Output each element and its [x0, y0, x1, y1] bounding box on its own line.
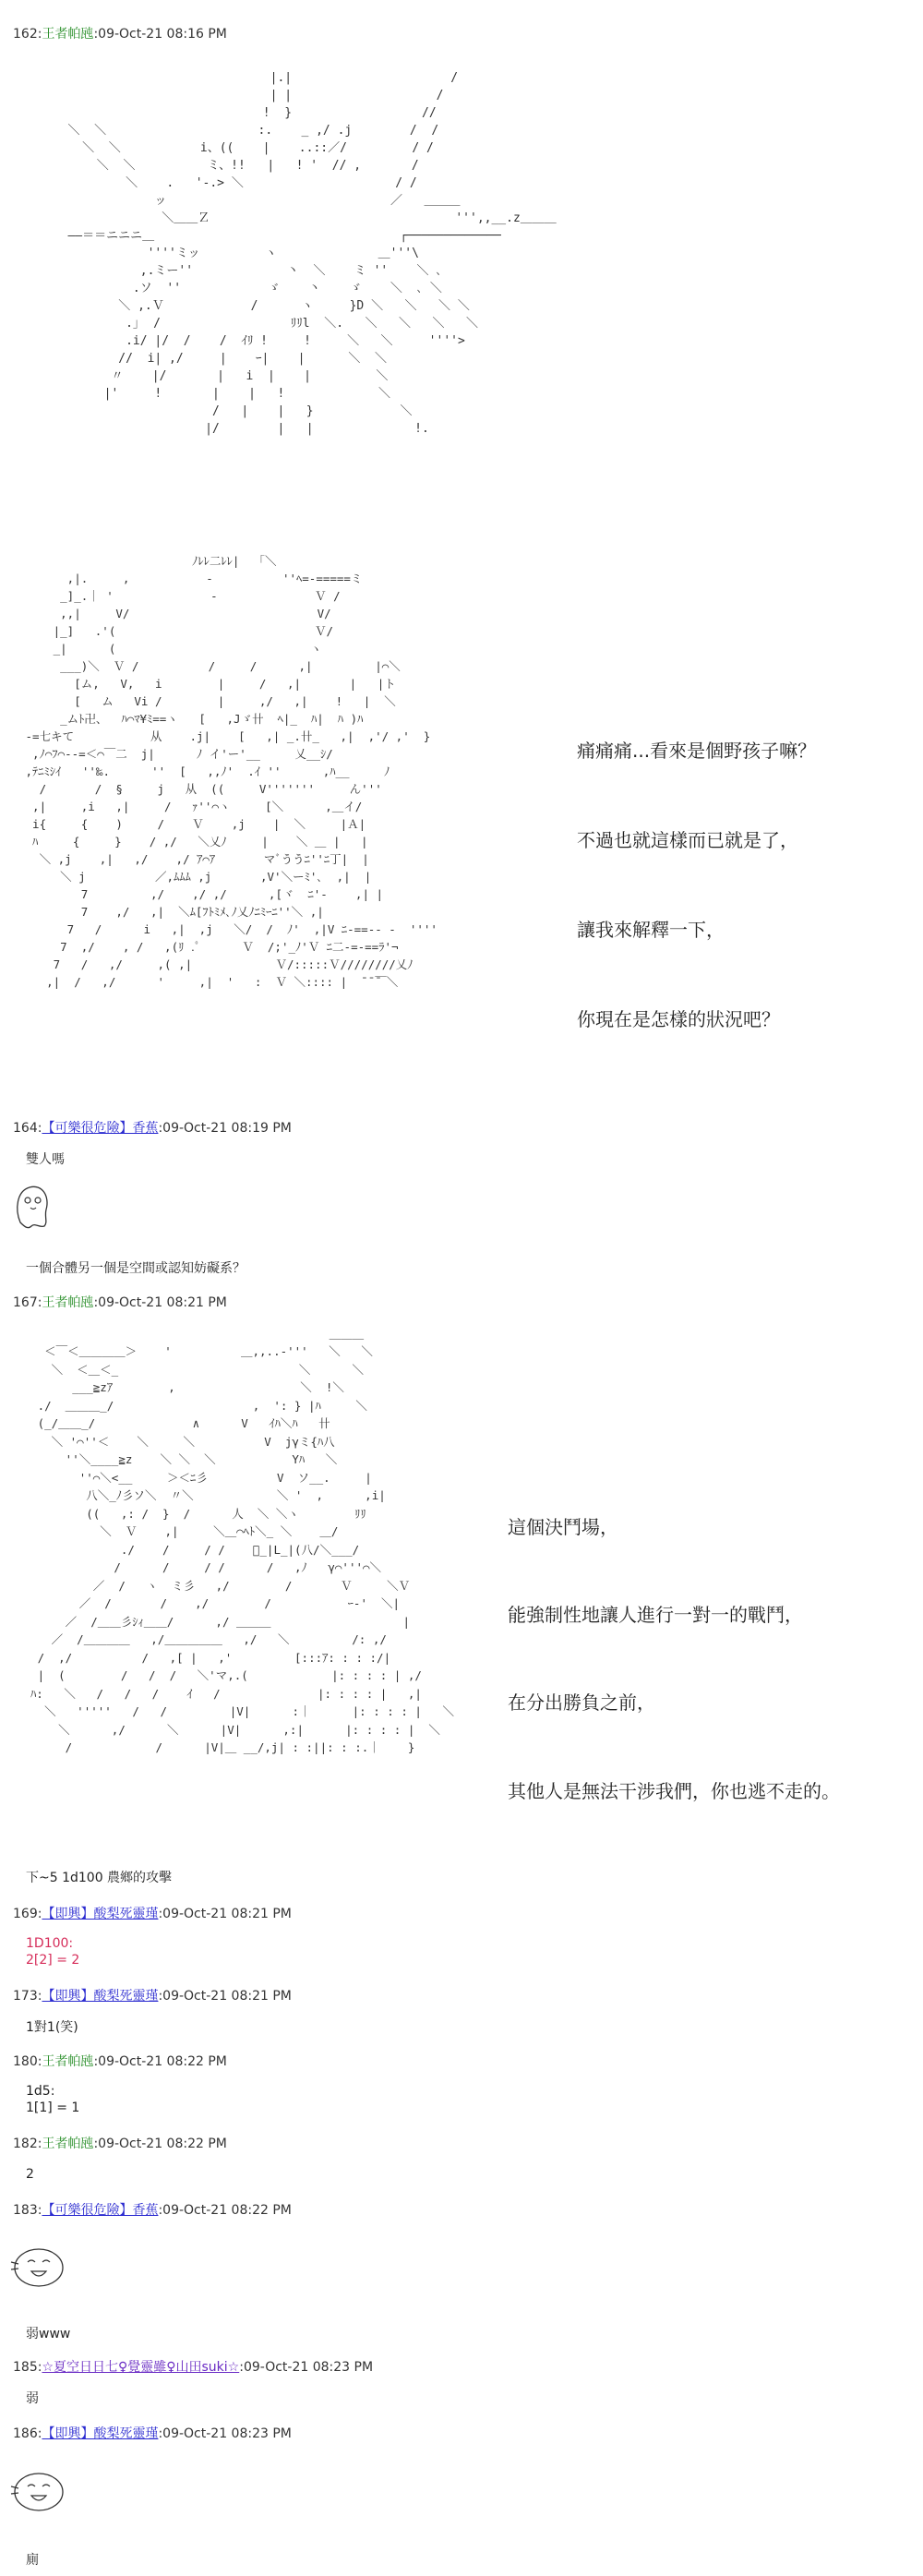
post-header-173: 173:【即興】酸梨死靈瑾:09-Oct-21 08:21 PM	[13, 1989, 292, 2004]
poster-name[interactable]: 王者帕瓲	[42, 27, 94, 42]
dice-result: 1[1] = 1	[26, 2101, 80, 2115]
laughing-face-icon	[7, 2470, 66, 2514]
dialog-line: 讓我來解釋一下，	[577, 919, 725, 941]
poster-name[interactable]: 【即興】酸梨死靈瑾	[42, 1907, 159, 1921]
dialog-line: 其他人是無法干涉我們，你也逃不走的。	[508, 1780, 840, 1802]
dialog-line: 你現在是怎樣的狀況吧？	[577, 1008, 780, 1030]
poster-name[interactable]: ☆夏空日日七♀覺靈雖♀山田suki☆	[42, 2360, 240, 2375]
post-header-186: 186:【即興】酸梨死靈瑾:09-Oct-21 08:23 PM	[13, 2426, 292, 2441]
post-text: 一個合體另一個是空間或認知妨礙系？	[26, 1261, 246, 1276]
post-header-162: 162:王者帕瓲:09-Oct-21 08:16 PM	[13, 27, 227, 42]
poster-name[interactable]: 【可樂很危險】香蕉	[42, 2203, 159, 2218]
poster-name[interactable]: 王者帕瓲	[42, 2054, 94, 2069]
poster-name[interactable]: 王者帕瓲	[42, 2137, 94, 2151]
post-header-183: 183:【可樂很危險】香蕉:09-Oct-21 08:22 PM	[13, 2203, 292, 2218]
dialog-line: 能強制性地讓人進行一對一的戰鬥，	[508, 1604, 803, 1626]
post-text: 2	[26, 2167, 34, 2182]
post-text: 雙人嗎	[26, 1152, 65, 1167]
post-header-169: 169:【即興】酸梨死靈瑾:09-Oct-21 08:21 PM	[13, 1907, 292, 1921]
poster-name[interactable]: 【即興】酸梨死靈瑾	[42, 2426, 159, 2441]
ghost-face-icon	[11, 1182, 54, 1230]
post-header-164: 164:【可樂很危險】香蕉:09-Oct-21 08:19 PM	[13, 1121, 292, 1136]
dialog-line: 痛痛痛...看來是個野孩子嘛？	[577, 740, 817, 762]
ascii-art-character-1: ﾉﾚﾚ二ﾚﾚ| 「＼ ,|. , ‐ ''ﾍ=-=====ミ _]_.｜ ' ‐ Ｖ / ,,| V/ V/ |_] .'( Ｖ/ _| ( ヽ ___)＼ Ｖ / / / ,| |⌒＼ [ム, V, i | / ,| | |ト [ ム Vi / | ,/ ,| ! | ＼ _ムﾄ卍、 ﾊ⌒ﾏ¥ﾐ==ヽ [ ,Jゞ卄 ﾍ|_ ﾊ| ﾊ )ﾊ -=七キて 从 .j| [ ,| _.卄_ ,| ,'/ ,' } ,ﾉ⌒ﾌ⌒-‐=＜⌒￣二 j| ﾉ イ'ー'__ 乂__ｼ/ ,ﾃﾆﾐｼｲ ''‰. '' [ ,,ﾉ' .ｲ '' ,ﾊ__ ﾉ / / § j 从 (( V''''''' ん''' ,| ,i ,| / ｧ''⌒ヽ [＼ ,＿イ/ i{ { ) / Ｖ ,j | ＼ |Ａ| ﾊ { } / ,/ ＼乂ﾉ | ＼ ＿ | | ＼ ,j ,| ,/ ,/ ｱ⌒ｱ マﾞううﾆ''ﾆ丁| | ＼ j ／,ﾑﾑﾑ ,j ,V'＼ーﾐ'､ ,| | 7 ,/ ,/ ,/ ,[ヾ ﾆ'‐ ,| | 7 ,/ ,| ＼ﾑ[ﾌﾄﾐﾒ､ﾉ乂ﾉﾆﾐｰﾆ''＼ ,| 7 / i ,| ,j ＼/ / ﾉ' ,|V ﾆ-==-‐ ‐ '''' 7 ,/ , / ,(ﾘ .ﾟ Ｖ /;'_ﾉ'Ｖ ﾆ二‐=‐==ﾗ'¬ 7 / ,/ ,( ,| Ｖ/:::::Ｖ////////乂ﾉ ,| / ,/ ' ,| ' : Ｖ ＼:::: | ̄ ̄ ̄￣＼	[25, 553, 438, 989]
post-header-167: 167:王者帕瓲:09-Oct-21 08:21 PM	[13, 1295, 227, 1310]
dialog-line: 這個決鬥場，	[508, 1516, 618, 1538]
poster-name[interactable]: 王者帕瓲	[42, 1295, 94, 1310]
dice-label: 1d5:	[26, 2084, 55, 2099]
ascii-art-explosion: |.| / | | / ! } // ＼ ＼ :. _ ,/ .j / / ＼ ＼ i、(( | ..::／/ / / ＼ ＼ ミ、!! | ! ' // , / ＼ . '-.> ＼ / / ッ ／ ＿＿＿ ＼＿＿Ｚ ''',,__.z＿＿＿ ――＝＝ニニニ＿ ┌───────────── ''''ミッ ヽ ＿'''\ ,.ミー'' 丶 ＼ ミ '' ＼ ､ .ソ '' ゞ 丶 ゞ ＼ ､ ＼ ＼ ,.Ｖ / ヽ }D ＼ ＼ ＼ ＼ .｣ / ﾘﾘl ＼. ＼ ＼ ＼ ＼ .i/ |/ / / ｲﾘ ! ! ＼ ＼ ''''> // i| ,/ | ｰ| | ＼ ＼ 〃 |/ | i | | ＼ |' ! | | ! ＼ / | | } ＼ |/ | | !.	[67, 71, 557, 436]
post-text: 1對1(笑)	[26, 2020, 78, 2035]
dialog-line: 在分出勝負之前，	[508, 1691, 655, 1714]
post-text: 廁	[26, 2553, 39, 2568]
poster-name[interactable]: 【即興】酸梨死靈瑾	[42, 1989, 159, 2004]
poster-name[interactable]: 【可樂很危險】香蕉	[42, 1121, 159, 1136]
ascii-art-character-2: ＿＿＿ ＜￣＜＿＿＿＿＞ ' ＿,,..-''' ＼ ＼ ＼ ＜＿＜_ ＼ ＼ ___≧zｱ , ＼ !＼ ./ ＿＿＿_/ , ': } |ﾊ ＼ (_/＿＿_/ ∧ V ｲﾊ＼ﾊ 卄 ＼ '⌒''＜ ＼ ＼ V jγミ{ﾊ八 ''＼____≧z ＼ ＼ ＼ Yﾊ ＼ ''⌒＼<__ ＞＜ﾆ彡 V ソ__. | 八＼_ﾉ彡ソ＼ 〃＼ ＼ ' , ,i| (( ,: / } / 人 ＼ ＼ヽ ﾘﾘ ＼ Ｖ ,| ＼＿⌒ﾍﾄ＼_ ＼ ＿/ ./ / / / ﾟ_|L_|(八/＼___/ / / / / / ,ﾉ γ⌒'''⌒＼ ／ / ヽ ミ彡 ,/ / Ｖ ＼Ｖ ／ / / ,/ / ｰ‐' ＼| ／ /＿＿彡ｼｨ＿＿/ ,/ ＿＿＿ | ／ /＿＿＿＿ ,/＿＿＿＿＿ ,/ ＼ /: ,/ / ,/ / ,[ | ,' [:::ｱ: : : :/| | ( / / / ＼'マ,.( |: : : : | ,/ ﾊ: ＼ / / / ｲ / |: : : : | ,| ＼ ''''' / / |V| :｜ |: : : : | ＼ ＼ ,/ ＼ |V| ,:| |: : : : | ＼ / / |V|＿ __/,j| : :||: : :.｜ }	[30, 1326, 454, 1754]
post-text: 弱	[26, 2391, 39, 2406]
laughing-face-icon	[7, 2245, 66, 2290]
post-text: 下~5 1d100 農鄉的攻擊	[26, 1871, 173, 1885]
post-text: 弱www	[26, 2327, 71, 2341]
dice-result: 2[2] = 2	[26, 1953, 80, 1968]
post-header-180: 180:王者帕瓲:09-Oct-21 08:22 PM	[13, 2054, 227, 2069]
dice-label: 1D100:	[26, 1936, 74, 1951]
post-header-182: 182:王者帕瓲:09-Oct-21 08:22 PM	[13, 2137, 227, 2151]
dialog-line: 不過也就這樣而已就是了，	[577, 829, 798, 851]
post-header-185: 185:☆夏空日日七♀覺靈雖♀山田suki☆:09-Oct-21 08:23 PM	[13, 2360, 374, 2375]
